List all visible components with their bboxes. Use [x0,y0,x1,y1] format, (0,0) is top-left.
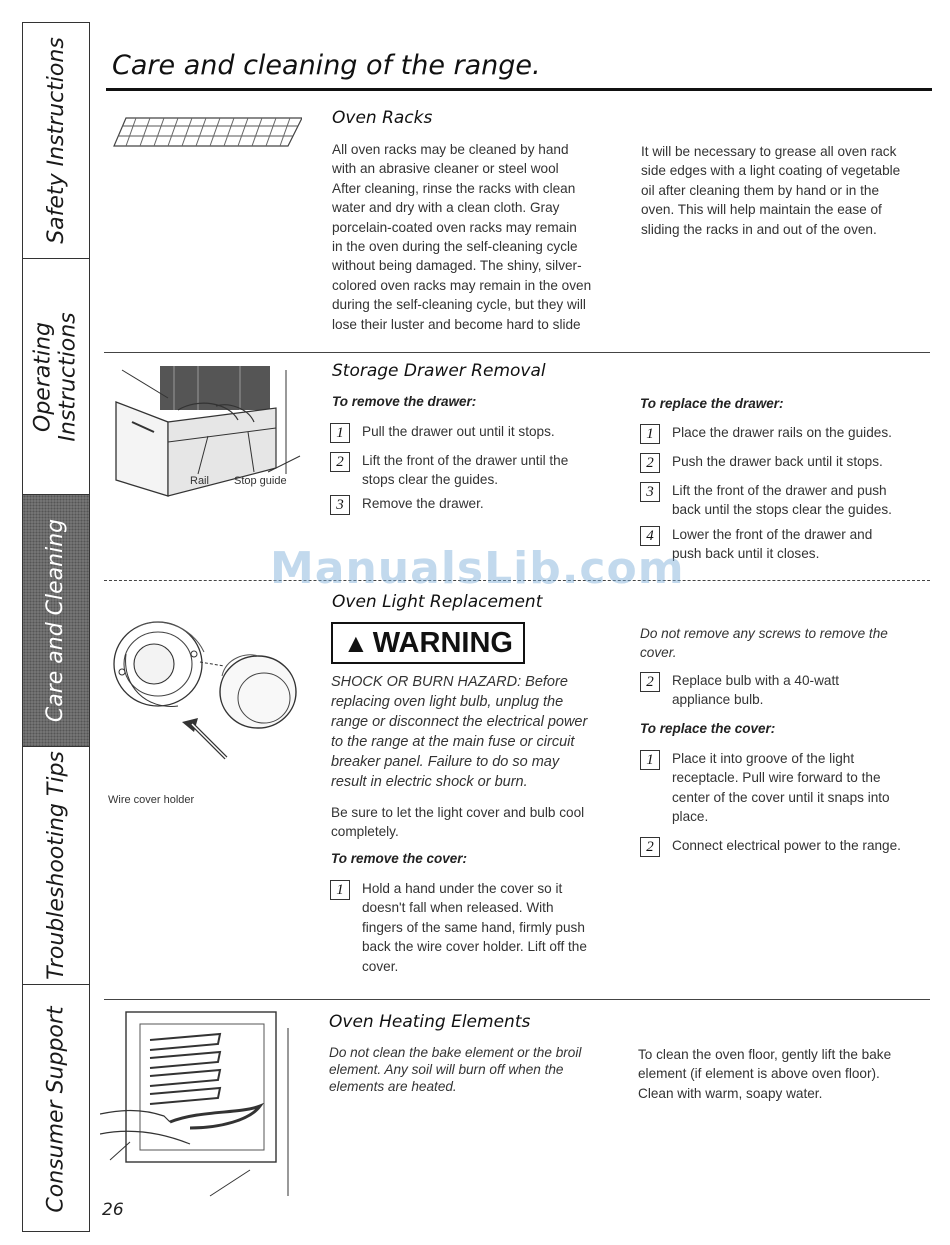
step-number: 3 [640,482,660,502]
remove-drawer-step-1: 1 Pull the drawer out until it stops. [330,422,630,443]
remove-drawer-title: To remove the drawer: [332,394,477,409]
warning-label-box [331,622,525,664]
remove-cover-title: To remove the cover: [331,851,468,866]
replace-cover-step-1: 1 Place it into groove of the light receptacle. Pull wire forward to the center of the cover until it snaps into place. [640,749,935,827]
section-divider [104,999,930,1000]
tab-care-label: Care and Cleaning [43,518,69,723]
oven-light-illustration [108,614,303,769]
warning-triangle-icon: ▲ [343,627,369,658]
remove-drawer-step-3: 3 Remove the drawer. [330,494,630,515]
side-tab-strip [22,22,90,1232]
step-number: 1 [640,750,660,770]
tab-safety-label: Safety Instructions [43,37,69,244]
cool-down-note: Be sure to let the light cover and bulb cool completely. [331,805,585,840]
heating-elements-col1: Do not clean the bake element or the broil element. Any soil will burn off when the elements are heated. [329,1045,582,1094]
replace-bulb-step: 2 Replace bulb with a 40-watt appliance bulb. [640,671,935,710]
oven-racks-col1: All oven racks may be cleaned by hand with an abrasive cleaner or steel wool After cleaning, rinse the racks with clean water and dry with a clean cloth. Gray porcelain-coated oven racks may remain in the oven during the self-cleaning cycle without being damaged. The shiny, silver- colored oven racks may remain in the oven during the self-cleaning cycle, but they will lose their luster and become hard to slide [332,142,592,332]
warning-label: WARNING [372,626,513,659]
step-number: 2 [640,453,660,473]
step-number: 3 [330,495,350,515]
tab-operating-instructions[interactable] [23,259,89,495]
replace-drawer-step-3: 3 Lift the front of the drawer and push back until the stops clear the guides. [640,481,935,520]
heating-element-illustration [100,1010,300,1200]
no-screws-note: Do not remove any screws to remove the cover. [640,626,888,661]
replace-drawer-step-4: 4 Lower the front of the drawer and push back until it closes. [640,525,935,564]
warning-text: SHOCK OR BURN HAZARD: Before replacing oven light bulb, unplug the range or disconnect the electrical power to the range at the main fuse or circuit breaker panel. Failure to do so may result in electric shock or burn. [331,674,588,790]
oven-racks-heading: Oven Racks [332,108,433,128]
replace-cover-title: To replace the cover: [640,721,776,736]
step-number: 1 [640,424,660,444]
caption-wire-cover-holder: Wire cover holder [108,794,195,806]
step-number: 2 [640,672,660,692]
step-number: 1 [330,880,350,900]
remove-drawer-step-2: 2 Lift the front of the drawer until the stops clear the guides. [330,451,630,490]
tab-safety-instructions[interactable] [23,23,89,259]
watermark: ManualsLib.com [270,543,685,594]
heating-elements-heading: Oven Heating Elements [329,1012,531,1032]
caption-rail: Rail [190,475,209,487]
title-rule [106,88,932,91]
section-divider [104,352,930,353]
step-number: 2 [640,837,660,857]
remove-cover-step-1: 1 Hold a hand under the cover so it doesn't fall when released. With fingers of the same hand, firmly push back the wire cover holder. Lift off the cover. [330,879,630,976]
heating-elements-col2: To clean the oven floor, gently lift the bake element (if element is above oven floor). Clean with warm, soapy water. [638,1047,892,1101]
replace-drawer-step-2: 2 Push the drawer back until it stops. [640,452,935,473]
step-number: 2 [330,452,350,472]
caption-stop-guide: Stop guide [234,475,287,487]
tab-consumer-support[interactable] [23,985,89,1233]
tab-consumer-label: Consumer Support [43,1005,69,1213]
page-title: Care and cleaning of the range. [112,50,541,81]
replace-drawer-step-1: 1 Place the drawer rails on the guides. [640,423,935,444]
oven-light-heading: Oven Light Replacement [332,592,543,612]
tab-troubleshooting-label: Troubleshooting Tips [43,751,69,980]
tab-care-and-cleaning[interactable] [23,495,89,747]
page-number: 26 [102,1200,124,1220]
tab-troubleshooting-tips[interactable] [23,747,89,985]
step-number: 4 [640,526,660,546]
step-number: 1 [330,423,350,443]
replace-cover-step-2: 2 Connect electrical power to the range. [640,836,935,857]
oven-rack-illustration [112,112,302,154]
tab-operating-label: Operating Instructions [31,311,81,442]
storage-drawer-heading: Storage Drawer Removal [332,361,546,381]
replace-drawer-title: To replace the drawer: [640,396,784,411]
oven-racks-col2: It will be necessary to grease all oven rack side edges with a light coating of vegetable oil after cleaning them by hand or in the oven. This will help maintain the ease of sliding the racks in and out of the oven. [641,144,901,237]
